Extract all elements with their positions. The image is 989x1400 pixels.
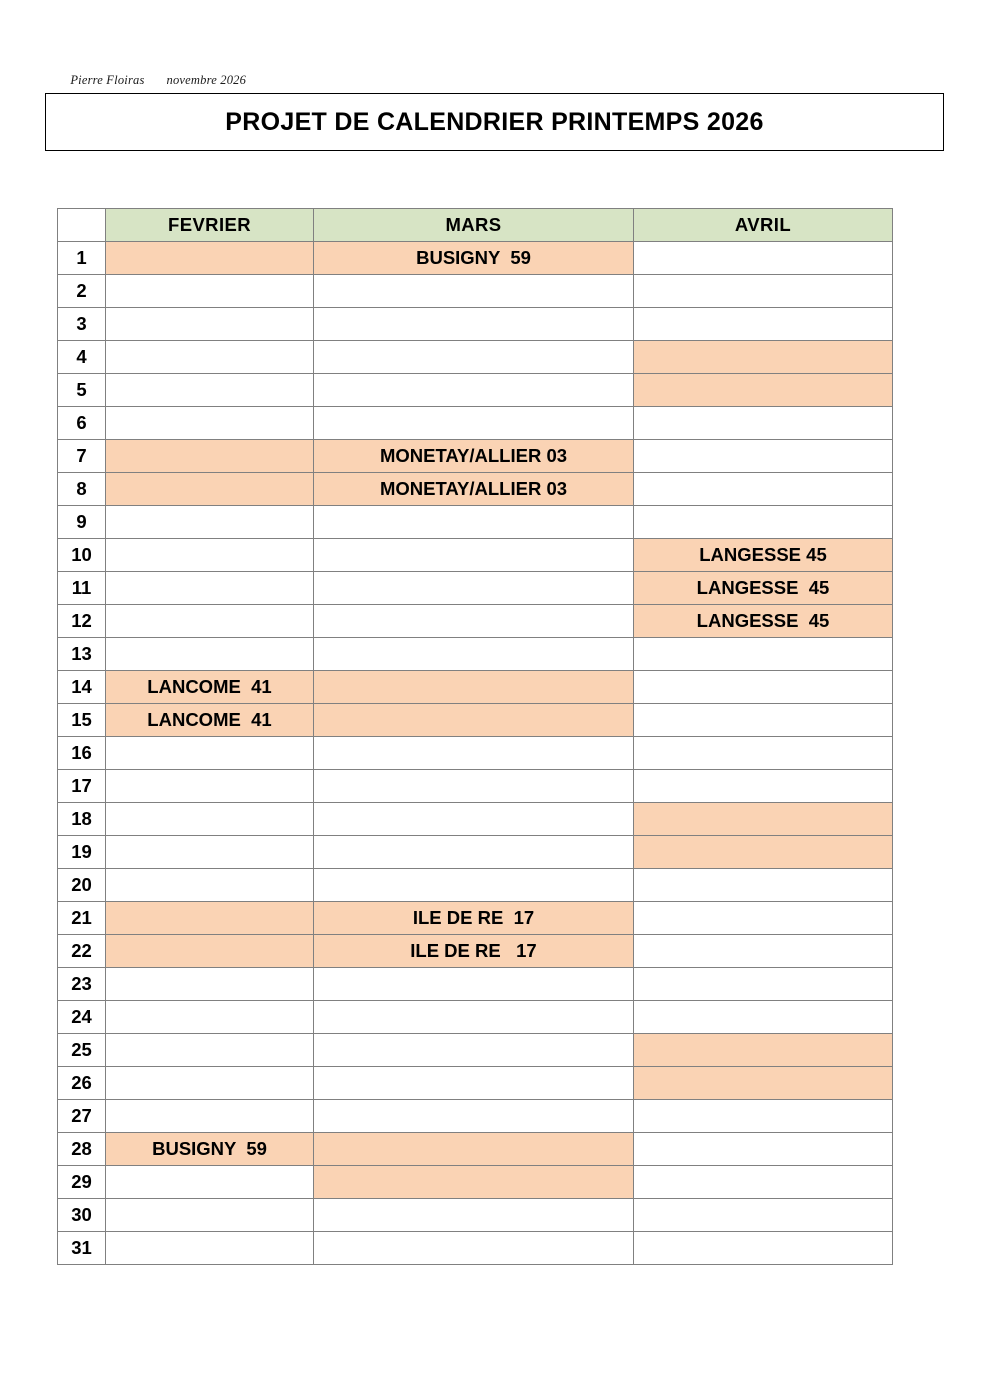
table-row <box>58 638 893 671</box>
event-cell-avril[interactable] <box>634 671 893 704</box>
event-cell-avril[interactable] <box>634 737 893 770</box>
page-title: PROJET DE CALENDRIER PRINTEMPS 2026 <box>225 107 764 136</box>
day-number-cell: 11 <box>58 572 106 605</box>
event-cell-avril[interactable] <box>634 1166 893 1199</box>
day-number-cell: 19 <box>58 836 106 869</box>
event-cell-fevrier[interactable] <box>106 341 314 374</box>
event-label: BUSIGNY 59 <box>416 247 531 268</box>
event-cell-mars[interactable] <box>314 1133 634 1166</box>
event-cell-fevrier[interactable] <box>106 308 314 341</box>
event-cell-fevrier[interactable] <box>106 275 314 308</box>
event-cell-avril[interactable] <box>634 473 893 506</box>
event-cell-fevrier[interactable] <box>106 671 314 704</box>
event-cell-mars[interactable] <box>314 671 634 704</box>
table-row <box>58 605 893 638</box>
day-number-cell: 15 <box>58 704 106 737</box>
event-cell-avril[interactable] <box>634 1199 893 1232</box>
event-cell-fevrier[interactable] <box>106 440 314 473</box>
table-row <box>58 374 893 407</box>
event-cell-fevrier[interactable] <box>106 704 314 737</box>
event-cell-fevrier[interactable] <box>106 1100 314 1133</box>
event-label: MONETAY/ALLIER 03 <box>379 478 568 499</box>
event-cell-fevrier[interactable] <box>106 1199 314 1232</box>
day-number-cell: 23 <box>58 968 106 1001</box>
event-cell-fevrier[interactable] <box>106 968 314 1001</box>
day-number-cell: 8 <box>58 473 106 506</box>
day-number-cell: 12 <box>58 605 106 638</box>
event-cell-fevrier[interactable] <box>106 935 314 968</box>
event-cell-avril[interactable] <box>634 770 893 803</box>
table-row <box>58 1166 893 1199</box>
event-cell-mars[interactable] <box>314 1199 634 1232</box>
column-header-mars: MARS <box>314 209 634 242</box>
event-cell-mars[interactable] <box>314 506 634 539</box>
event-cell-mars[interactable] <box>314 407 634 440</box>
table-row <box>58 803 893 836</box>
table-row <box>58 737 893 770</box>
day-number-cell: 17 <box>58 770 106 803</box>
day-number-cell: 21 <box>58 902 106 935</box>
event-cell-fevrier[interactable] <box>106 1034 314 1067</box>
event-cell-mars[interactable] <box>314 341 634 374</box>
event-cell-fevrier[interactable] <box>106 1232 314 1265</box>
table-header-row <box>58 209 893 242</box>
day-number-cell: 9 <box>58 506 106 539</box>
event-cell-avril[interactable] <box>634 1067 893 1100</box>
event-cell-fevrier[interactable] <box>106 1133 314 1166</box>
column-header-fevrier: FEVRIER <box>106 209 314 242</box>
event-cell-fevrier[interactable] <box>106 1067 314 1100</box>
event-cell-avril[interactable] <box>634 242 893 275</box>
event-cell-avril[interactable] <box>634 440 893 473</box>
event-cell-fevrier[interactable] <box>106 869 314 902</box>
event-cell-avril[interactable] <box>634 506 893 539</box>
event-cell-fevrier[interactable] <box>106 836 314 869</box>
calendar-table-wrapper <box>57 208 893 1265</box>
table-row <box>58 539 893 572</box>
table-row <box>58 968 893 1001</box>
event-label: BUSIGNY 59 <box>152 1138 267 1159</box>
day-number-cell: 3 <box>58 308 106 341</box>
event-cell-mars[interactable] <box>314 1100 634 1133</box>
day-number-cell: 24 <box>58 1001 106 1034</box>
event-cell-mars[interactable] <box>314 902 634 935</box>
day-number-cell: 31 <box>58 1232 106 1265</box>
table-row <box>58 1133 893 1166</box>
day-number-cell: 5 <box>58 374 106 407</box>
table-row <box>58 242 893 275</box>
day-number-cell: 25 <box>58 1034 106 1067</box>
event-cell-avril[interactable] <box>634 638 893 671</box>
event-cell-fevrier[interactable] <box>106 1001 314 1034</box>
event-cell-mars[interactable] <box>314 275 634 308</box>
event-cell-fevrier[interactable] <box>106 539 314 572</box>
event-cell-avril[interactable] <box>634 374 893 407</box>
event-cell-mars[interactable] <box>314 935 634 968</box>
table-row <box>58 473 893 506</box>
event-cell-fevrier[interactable] <box>106 242 314 275</box>
table-row <box>58 836 893 869</box>
day-number-cell: 27 <box>58 1100 106 1133</box>
event-label: LANGESSE 45 <box>696 577 830 598</box>
event-cell-avril[interactable] <box>634 935 893 968</box>
day-number-cell: 13 <box>58 638 106 671</box>
event-cell-mars[interactable] <box>314 704 634 737</box>
day-number-cell: 28 <box>58 1133 106 1166</box>
day-number-cell: 26 <box>58 1067 106 1100</box>
table-row <box>58 869 893 902</box>
event-cell-mars[interactable] <box>314 836 634 869</box>
day-number-cell: 16 <box>58 737 106 770</box>
day-number-cell: 6 <box>58 407 106 440</box>
event-label: MONETAY/ALLIER 03 <box>379 445 568 466</box>
event-cell-fevrier[interactable] <box>106 473 314 506</box>
table-row <box>58 440 893 473</box>
day-number-cell: 2 <box>58 275 106 308</box>
corner-header-cell <box>58 209 106 242</box>
event-cell-avril[interactable] <box>634 572 893 605</box>
calendar-table-head <box>58 209 893 242</box>
day-number-cell: 10 <box>58 539 106 572</box>
event-cell-fevrier[interactable] <box>106 803 314 836</box>
event-label: ILE DE RE 17 <box>412 907 535 928</box>
table-row <box>58 341 893 374</box>
table-row <box>58 770 893 803</box>
event-label: LANGESSE 45 <box>699 544 827 565</box>
table-row <box>58 1001 893 1034</box>
event-cell-avril[interactable] <box>634 869 893 902</box>
event-cell-avril[interactable] <box>634 1001 893 1034</box>
author-name: Pierre Floiras <box>70 73 145 87</box>
event-cell-avril[interactable] <box>634 539 893 572</box>
event-cell-fevrier[interactable] <box>106 605 314 638</box>
table-row <box>58 1067 893 1100</box>
event-cell-mars[interactable] <box>314 803 634 836</box>
event-cell-avril[interactable] <box>634 275 893 308</box>
event-cell-fevrier[interactable] <box>106 770 314 803</box>
event-cell-mars[interactable] <box>314 638 634 671</box>
calendar-table <box>57 208 893 1265</box>
day-number-cell: 7 <box>58 440 106 473</box>
event-cell-fevrier[interactable] <box>106 374 314 407</box>
event-cell-fevrier[interactable] <box>106 506 314 539</box>
event-cell-mars[interactable] <box>314 1166 634 1199</box>
event-cell-avril[interactable] <box>634 704 893 737</box>
event-cell-avril[interactable] <box>634 1133 893 1166</box>
event-label: LANCOME 41 <box>147 676 272 697</box>
day-number-cell: 4 <box>58 341 106 374</box>
event-cell-avril[interactable] <box>634 1034 893 1067</box>
event-cell-mars[interactable] <box>314 1067 634 1100</box>
table-row <box>58 671 893 704</box>
event-cell-mars[interactable] <box>314 1232 634 1265</box>
event-label: LANCOME 41 <box>147 709 272 730</box>
event-cell-mars[interactable] <box>314 308 634 341</box>
day-number-cell: 22 <box>58 935 106 968</box>
table-row <box>58 506 893 539</box>
event-label: LANGESSE 45 <box>696 610 830 631</box>
event-cell-mars[interactable] <box>314 869 634 902</box>
event-cell-mars[interactable] <box>314 440 634 473</box>
table-row <box>58 407 893 440</box>
table-row <box>58 1100 893 1133</box>
event-cell-mars[interactable] <box>314 770 634 803</box>
table-row <box>58 308 893 341</box>
event-cell-fevrier[interactable] <box>106 407 314 440</box>
day-number-cell: 1 <box>58 242 106 275</box>
event-cell-fevrier[interactable] <box>106 572 314 605</box>
table-row <box>58 572 893 605</box>
event-cell-fevrier[interactable] <box>106 1166 314 1199</box>
table-row <box>58 902 893 935</box>
event-cell-mars[interactable] <box>314 1034 634 1067</box>
event-cell-mars[interactable] <box>314 737 634 770</box>
event-cell-avril[interactable] <box>634 1100 893 1133</box>
event-cell-avril[interactable] <box>634 605 893 638</box>
event-cell-mars[interactable] <box>314 572 634 605</box>
event-cell-avril[interactable] <box>634 1232 893 1265</box>
column-header-avril: AVRIL <box>634 209 893 242</box>
day-number-cell: 14 <box>58 671 106 704</box>
table-row <box>58 935 893 968</box>
event-cell-fevrier[interactable] <box>106 737 314 770</box>
event-cell-mars[interactable] <box>314 473 634 506</box>
event-cell-mars[interactable] <box>314 1001 634 1034</box>
event-cell-mars[interactable] <box>314 539 634 572</box>
event-label: ILE DE RE 17 <box>410 940 537 961</box>
event-cell-mars[interactable] <box>314 968 634 1001</box>
day-number-cell: 30 <box>58 1199 106 1232</box>
event-cell-avril[interactable] <box>634 968 893 1001</box>
table-row <box>58 704 893 737</box>
day-number-cell: 29 <box>58 1166 106 1199</box>
event-cell-avril[interactable] <box>634 902 893 935</box>
table-row <box>58 275 893 308</box>
event-cell-fevrier[interactable] <box>106 902 314 935</box>
event-cell-avril[interactable] <box>634 407 893 440</box>
note-date: novembre 2026 <box>166 73 247 87</box>
table-row <box>58 1232 893 1265</box>
event-cell-avril[interactable] <box>634 836 893 869</box>
calendar-table-body <box>58 242 893 1265</box>
table-row <box>58 1199 893 1232</box>
title-box <box>45 93 944 151</box>
day-number-cell: 20 <box>58 869 106 902</box>
table-row <box>58 1034 893 1067</box>
event-cell-fevrier[interactable] <box>106 638 314 671</box>
event-cell-mars[interactable] <box>314 242 634 275</box>
event-cell-avril[interactable] <box>634 341 893 374</box>
event-cell-mars[interactable] <box>314 605 634 638</box>
event-cell-avril[interactable] <box>634 803 893 836</box>
event-cell-avril[interactable] <box>634 308 893 341</box>
day-number-cell: 18 <box>58 803 106 836</box>
event-cell-mars[interactable] <box>314 374 634 407</box>
